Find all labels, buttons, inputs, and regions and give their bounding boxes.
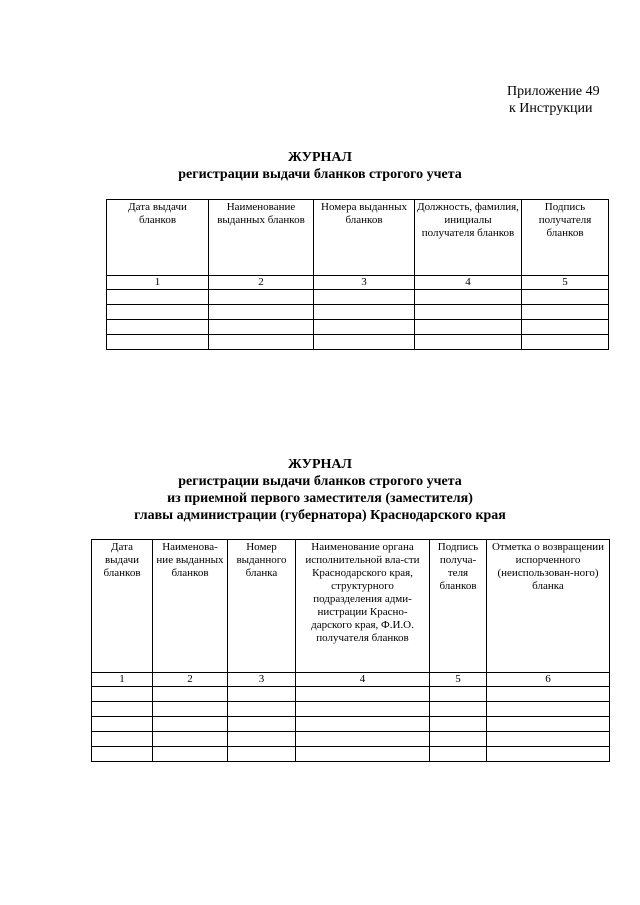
table-cell [415,320,522,335]
journal1-table [106,199,609,350]
column-number: 1 [107,276,209,290]
column-number: 2 [153,673,228,687]
table-cell [487,687,610,702]
table-cell [487,717,610,732]
table-cell [296,732,430,747]
journal1-title [0,149,640,183]
column-number: 1 [92,673,153,687]
column-header: Наименование органа исполнительной вла-сти Краснодарского края, структурного подразделения адми-нистрации Красно-дарского края, Ф.И.О. получателя бланков [296,540,430,673]
table-cell [296,747,430,762]
table-cell [430,687,487,702]
table-cell [314,320,415,335]
column-number-row [107,276,609,290]
table-cell [228,717,296,732]
table-cell [228,687,296,702]
table-cell [153,717,228,732]
column-header: Номера выданных бланков [314,200,415,276]
table-cell [415,290,522,305]
column-number: 3 [228,673,296,687]
table-cell [522,335,609,350]
journal2-title-line: главы администрации (губернатора) Краснодарского края [134,508,506,523]
journal2-title [0,456,640,524]
journal2-title-line: ЖУРНАЛ [288,457,352,472]
appendix-line-1: Приложение 49 [507,84,600,99]
table-row [107,290,609,305]
column-header: Должность, фамилия, инициалы получателя бланков [415,200,522,276]
table-cell [92,732,153,747]
table-row [107,305,609,320]
table-cell [228,732,296,747]
table-cell [92,687,153,702]
table-cell [92,702,153,717]
journal2-table [91,539,610,762]
table-cell [107,305,209,320]
column-number: 2 [209,276,314,290]
column-number: 5 [430,673,487,687]
table-row [92,747,610,762]
table-cell [209,335,314,350]
column-number: 3 [314,276,415,290]
column-header: Подпись получа-теля бланков [430,540,487,673]
table-cell [314,290,415,305]
table-cell [296,702,430,717]
journal1-title-line: регистрации выдачи бланков строгого учета [178,167,462,182]
table-cell [430,702,487,717]
table-row [92,732,610,747]
table-row [107,320,609,335]
table-cell [107,335,209,350]
column-header: Номер выданного бланка [228,540,296,673]
column-number: 4 [415,276,522,290]
column-number-row [92,673,610,687]
column-header: Отметка о возвращении испорченного (неиспользован-ного) бланка [487,540,610,673]
table-cell [228,702,296,717]
column-header: Дата выдачи бланков [107,200,209,276]
table-cell [296,717,430,732]
column-number: 6 [487,673,610,687]
table-header-row [107,200,609,276]
table-cell [522,320,609,335]
table-cell [430,732,487,747]
journal2-title-line: регистрации выдачи бланков строгого учета [178,474,462,489]
table-row [92,717,610,732]
column-header: Подпись получателя бланков [522,200,609,276]
table-cell [415,335,522,350]
journal1-title-line: ЖУРНАЛ [288,150,352,165]
table-cell [209,290,314,305]
table-cell [107,290,209,305]
table-cell [153,702,228,717]
column-header: Наименование выданных бланков [209,200,314,276]
table-cell [415,305,522,320]
table-cell [92,717,153,732]
table-cell [314,335,415,350]
column-number: 5 [522,276,609,290]
table-cell [153,747,228,762]
journal2-title-line: из приемной первого заместителя (заместителя) [167,491,473,506]
table-header-row [92,540,610,673]
table-cell [430,747,487,762]
table-cell [153,732,228,747]
table-cell [487,747,610,762]
table-row [92,687,610,702]
table-cell [522,305,609,320]
column-header: Наименова-ние выданных бланков [153,540,228,673]
table-cell [487,732,610,747]
table-cell [92,747,153,762]
table-cell [153,687,228,702]
table-cell [209,305,314,320]
table-row [107,335,609,350]
table-cell [209,320,314,335]
table-cell [107,320,209,335]
column-header: Дата выдачи бланков [92,540,153,673]
appendix-line-2: к Инструкции [509,101,593,116]
table-cell [296,687,430,702]
table-cell [228,747,296,762]
table-cell [430,717,487,732]
appendix-reference [507,83,600,117]
table-cell [314,305,415,320]
table-row [92,702,610,717]
table-cell [522,290,609,305]
column-number: 4 [296,673,430,687]
table-cell [487,702,610,717]
